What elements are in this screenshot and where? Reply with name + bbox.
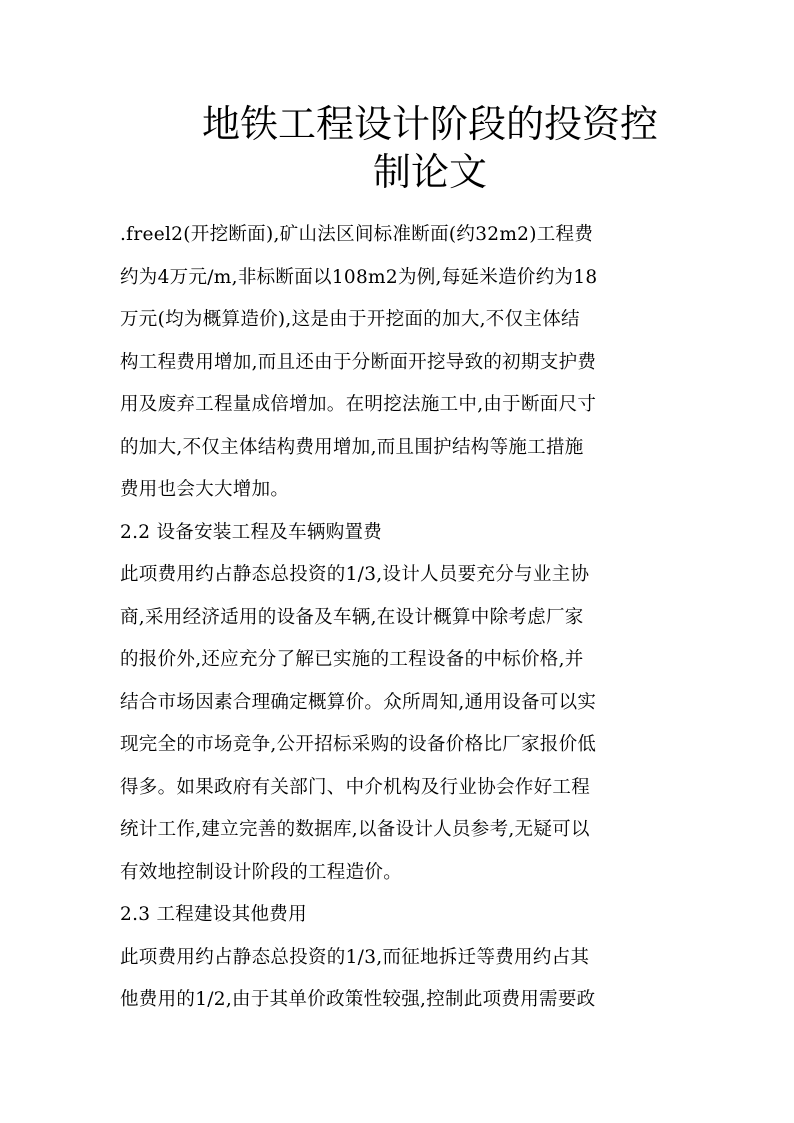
body-line: 此项费用约占静态总投资的1/3,设计人员要充分与业主协 xyxy=(120,564,590,585)
body-line: 得多。如果政府有关部门、中介机构及行业协会作好工程 xyxy=(120,776,591,798)
body-line: 结合市场因素合理确定概算价。众所周知,通用设备可以实 xyxy=(120,691,597,713)
body-line: .freel2(开挖断面),矿山法区间标准断面(约32m2)工程费 xyxy=(120,224,594,245)
section-heading: 2.3 工程建设其他费用 xyxy=(120,904,307,925)
body-line: 有效地控制设计阶段的工程造价。 xyxy=(120,861,403,883)
body-line: 的加大,不仅主体结构费用增加,而且围护结构等施工措施 xyxy=(120,436,584,458)
body-line: 费用也会大大增加。 xyxy=(120,479,290,500)
document-title-line-1: 地铁工程设计阶段的投资控 xyxy=(201,102,658,146)
body-line: 统计工作,建立完善的数据库,以备设计人员参考,无疑可以 xyxy=(120,819,590,840)
body-line: 万元(均为概算造价),这是由于开挖面的加大,不仅主体结 xyxy=(120,309,580,330)
body-line: 现完全的市场竞争,公开招标采购的设备价格比厂家报价低 xyxy=(120,734,597,755)
document-title-line-2: 制论文 xyxy=(372,150,487,194)
body-line: 的报价外,还应充分了解已实施的工程设备的中标价格,并 xyxy=(120,649,584,670)
body-line: 商,采用经济适用的设备及车辆,在设计概算中除考虑厂家 xyxy=(120,606,584,628)
body-line: 此项费用约占静态总投资的1/3,而征地拆迁等费用约占其 xyxy=(120,946,590,968)
body-line: 约为4万元/m,非标断面以108m2为例,每延米造价约为18 xyxy=(120,266,598,288)
body-line: 他费用的1/2,由于其单价政策性较强,控制此项费用需要政 xyxy=(120,989,596,1010)
section-heading: 2.2 设备安装工程及车辆购置费 xyxy=(120,521,383,543)
body-line: 用及废弃工程量成倍增加。在明挖法施工中,由于断面尺寸 xyxy=(120,394,597,415)
document-body xyxy=(120,214,680,1022)
body-line: 构工程费用增加,而且还由于分断面开挖导致的初期支护费 xyxy=(120,351,597,373)
